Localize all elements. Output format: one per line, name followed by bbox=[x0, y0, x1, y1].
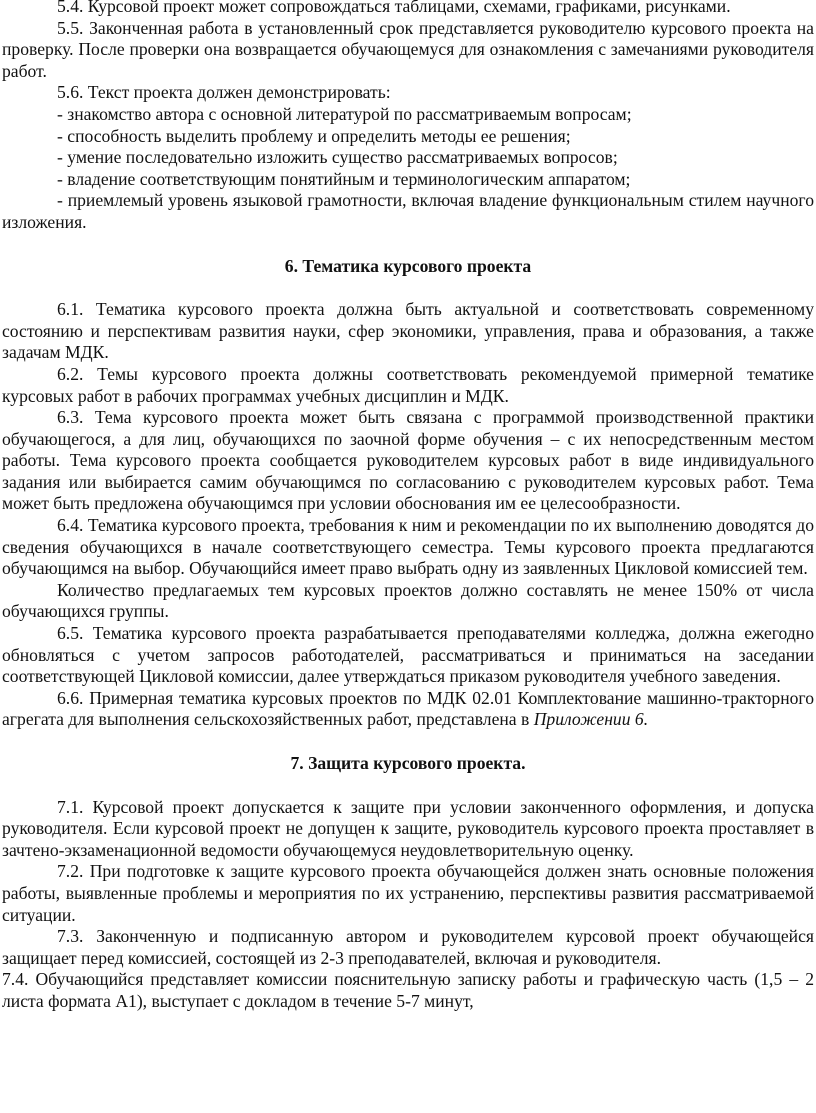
paragraph-5-4: 5.4. Курсовой проект может сопровождаться таблицами, схемами, графиками, рисунками. bbox=[57, 0, 731, 16]
paragraph-6-5: 6.5. Тематика курсового проекта разрабатывается преподавателями колледжа, должна ежегодно обновляться с учетом запросов работодателей, рассматриваться и приниматься на заседании соответствующей Цикловой комиссии, далее утверждаться приказом руководителя учебного заведения. bbox=[2, 623, 814, 687]
paragraph-6-6 bbox=[2, 688, 814, 731]
list-item: - владение соответствующим понятийным и терминологическим аппаратом; bbox=[57, 168, 631, 189]
paragraph-5-6: 5.6. Текст проекта должен демонстрировать: bbox=[57, 82, 391, 103]
paragraph-6-6-text: 6.6. Примерная тематика курсовых проектов по МДК 02.01 Комплектование машинно-тракторного агрегата для выполнения сельскохозяйственных работ, представлена в bbox=[2, 687, 814, 730]
list-item: - знакомство автора с основной литературой по рассматриваемым вопросам; bbox=[57, 103, 632, 124]
paragraph-7-2: 7.2. При подготовке к защите курсового проекта обучающейся должен знать основные положения работы, выявленные проблемы и мероприятия по их устранению, перспективы развития рассматриваемой ситуации. bbox=[2, 861, 814, 925]
paragraph-7-1: 7.1. Курсовой проект допускается к защите при условии законченного оформления, и допуска руководителя. Если курсовой проект не допущен к защите, руководитель курсового проекта проставляет в зачтено-экзаменационной ведомости обучающемуся неудовлетворительную оценку. bbox=[2, 796, 814, 860]
spacer bbox=[2, 277, 814, 299]
paragraph-6-2: 6.2. Темы курсового проекта должны соответствовать рекомендуемой примерной тематике курсовых работ в рабочих программах учебных дисциплин и МДК. bbox=[2, 363, 814, 406]
paragraph-6-3: 6.3. Тема курсового проекта может быть связана с программой производственной практики обучающегося, а для лиц, обучающихся по заочной форме обучения – с их непосредственным местом работы. Тема курсового проекта сообщается руководителем курсовых работ в виде индивидуального задания или выбирается самим обучающимся по согласованию с руководителем курсовых работ. Тема может быть предложена обучающимся при условии обоснования им ее целесообразности. bbox=[2, 407, 814, 514]
paragraph-7-3: 7.3. Законченную и подписанную автором и руководителем курсовой проект обучающейся защищает перед комиссией, состоящей из 2-3 преподавателей, включая и руководителя. bbox=[2, 926, 814, 968]
paragraph-6-4-count: Количество предлагаемых тем курсовых проектов должно составлять не менее 150% от числа обучающихся группы. bbox=[2, 579, 814, 622]
paragraph-6-4: 6.4. Тематика курсового проекта, требования к ним и рекомендации по их выполнению доводятся до сведения обучающихся в начале соответствующего семестра. Темы курсового проекта предлагаются обучающимся на выбор. Обучающийся имеет право выбрать одну из заявленных Цикловой комиссией тем. bbox=[2, 515, 814, 579]
list-item: - умение последовательно изложить существо рассматриваемых вопросов; bbox=[57, 147, 618, 168]
list-item: - способность выделить проблему и определить методы ее решения; bbox=[57, 125, 571, 146]
section-7-heading: 7. Защита курсового проекта. bbox=[290, 753, 526, 773]
paragraph-5-5: 5.5. Законченная работа в установленный срок представляется руководителю курсового проекта на проверку. После проверки она возвращается обучающемуся для ознакомления с замечаниями руководителя работ. bbox=[2, 17, 814, 81]
section-6-heading: 6. Тематика курсового проекта bbox=[284, 255, 532, 276]
paragraph-6-1: 6.1. Тематика курсового проекта должна быть актуальной и соответствовать современному состоянию и перспективам развития науки, сфер экономики, управления, права и образования, а также задачам МДК. bbox=[2, 299, 814, 363]
spacer bbox=[2, 731, 814, 753]
spacer bbox=[2, 775, 814, 797]
appendix-reference: Приложении 6. bbox=[533, 709, 649, 730]
list-item: - приемлемый уровень языковой грамотности, включая владение функциональным стилем научного изложения. bbox=[2, 190, 814, 232]
spacer bbox=[2, 234, 814, 256]
paragraph-7-4: 7.4. Обучающийся представляет комиссии пояснительную записку работы и графическую часть (1,5 – 2 листа формата А1), выступает с докладом в течение 5-7 минут, bbox=[2, 969, 814, 1011]
